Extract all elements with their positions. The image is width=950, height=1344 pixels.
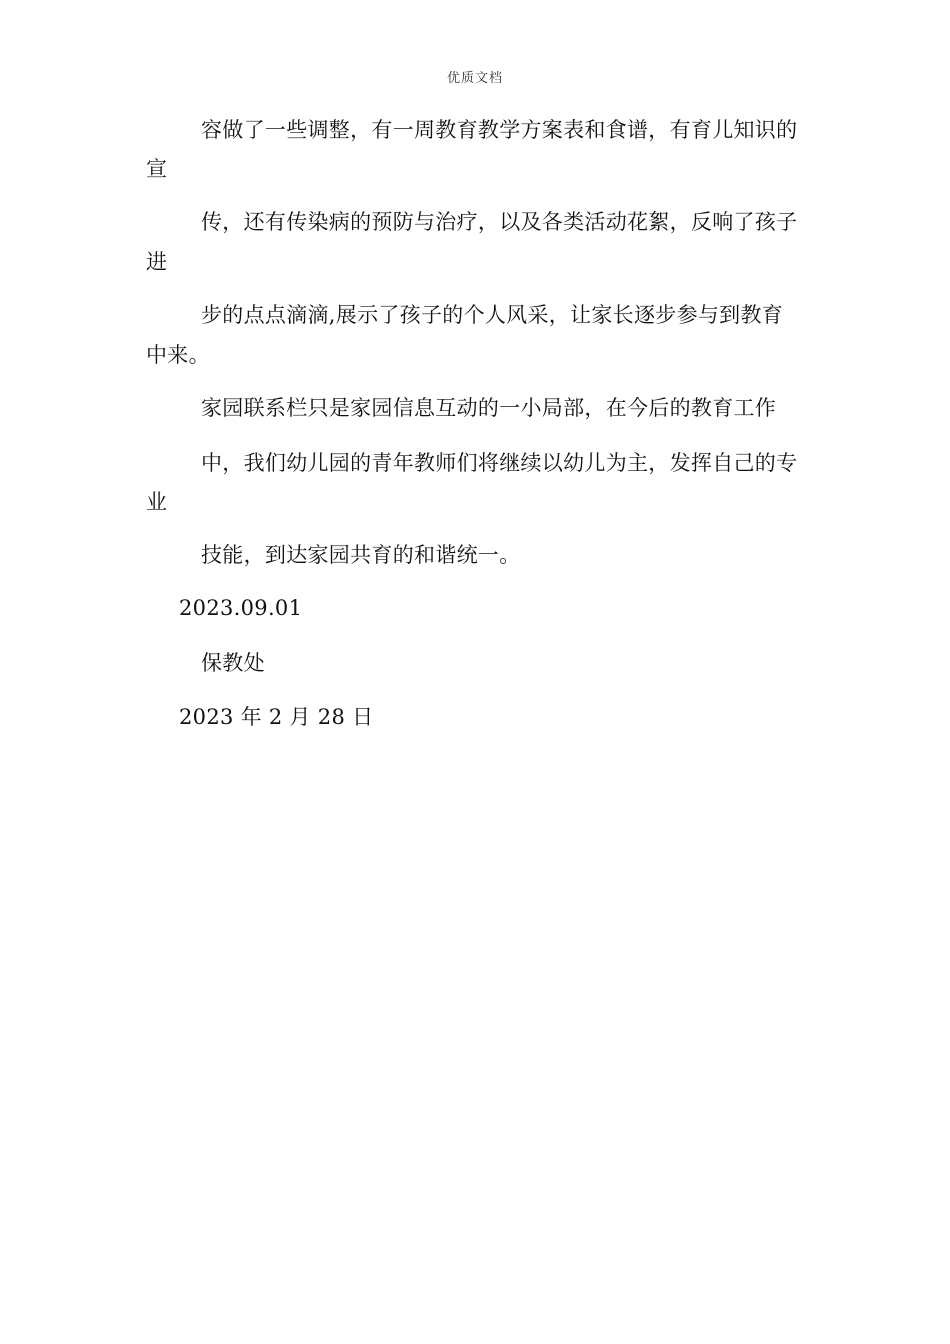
signature-date-text: 2023 年 2 月 28 日: [179, 705, 374, 729]
paragraph-line: 业: [146, 490, 168, 514]
paragraph-line: 进: [146, 250, 168, 274]
page-header: 优质文档: [446, 71, 503, 86]
paragraph-line: 容做了一些调整，有一周教育教学方案表和食谱，有育儿知识的: [201, 118, 798, 142]
paragraph-line: 宣: [146, 157, 168, 181]
paragraph-line: 家园联系栏只是家园信息互动的一小局部，在今后的教育工作: [201, 396, 777, 420]
paragraph-line: 技能，到达家园共育的和谐统一。: [201, 543, 521, 567]
paragraph-line: 传，还有传染病的预防与治疗，以及各类活动花絮，反响了孩子: [201, 210, 798, 234]
paragraph-line: 步的点点滴滴,展示了孩子的个人风采，让家长逐步参与到教育: [201, 303, 784, 327]
signature-office: 保教处: [201, 651, 265, 675]
signature-date-numeric: 2023.09.01: [179, 596, 303, 620]
paragraph-line: 中，我们幼儿园的青年教师们将继续以幼儿为主，发挥自己的专: [201, 451, 798, 475]
paragraph-line: 中来。: [146, 343, 210, 367]
